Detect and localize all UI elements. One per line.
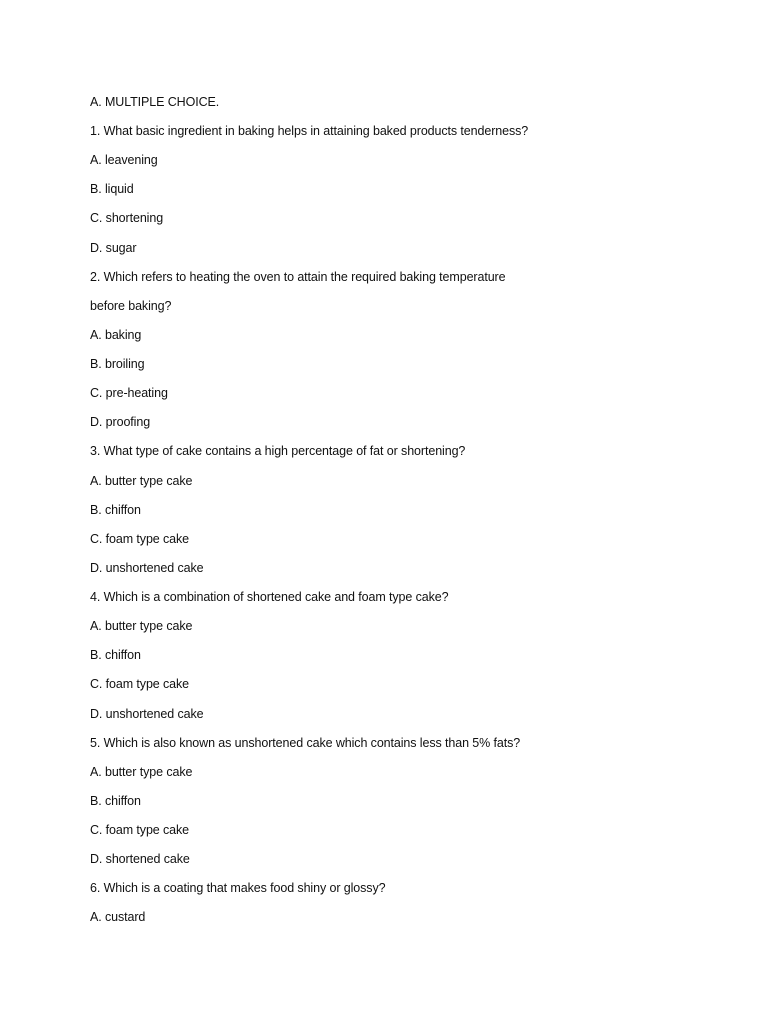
question-5-option-c: C. foam type cake bbox=[90, 823, 190, 837]
question-1-option-b: B. liquid bbox=[90, 182, 134, 196]
question-6-option-a: A. custard bbox=[90, 910, 146, 924]
question-2-option-c: C. pre-heating bbox=[90, 386, 168, 400]
question-1-option-c: C. shortening bbox=[90, 211, 164, 225]
question-5-text: 5. Which is also known as unshortened cake which contains less than 5% fats? bbox=[90, 736, 521, 750]
question-5-option-d: D. shortened cake bbox=[90, 852, 190, 866]
question-3-option-b: B. chiffon bbox=[90, 503, 141, 517]
question-6-text: 6. Which is a coating that makes food shiny or glossy? bbox=[90, 881, 386, 895]
question-4-option-a: A. butter type cake bbox=[90, 619, 193, 633]
question-4-option-d: D. unshortened cake bbox=[90, 707, 204, 721]
question-2-option-b: B. broiling bbox=[90, 357, 145, 371]
question-1-text: 1. What basic ingredient in baking helps in attaining baked products tenderness? bbox=[90, 124, 529, 138]
question-3-text: 3. What type of cake contains a high percentage of fat or shortening? bbox=[90, 444, 466, 458]
question-2-option-a: A. baking bbox=[90, 328, 142, 342]
question-3-option-a: A. butter type cake bbox=[90, 474, 193, 488]
question-4-option-b: B. chiffon bbox=[90, 648, 141, 662]
section-heading: A. MULTIPLE CHOICE. bbox=[90, 95, 220, 109]
question-2-text-line1: 2. Which refers to heating the oven to attain the required baking temperature bbox=[90, 270, 506, 284]
question-1-option-a: A. leavening bbox=[90, 153, 158, 167]
question-5-option-a: A. butter type cake bbox=[90, 765, 193, 779]
question-3-option-c: C. foam type cake bbox=[90, 532, 190, 546]
question-2-option-d: D. proofing bbox=[90, 415, 151, 429]
question-1-option-d: D. sugar bbox=[90, 241, 137, 255]
question-3-option-d: D. unshortened cake bbox=[90, 561, 204, 575]
question-2-text-line2: before baking? bbox=[90, 299, 172, 313]
question-5-option-b: B. chiffon bbox=[90, 794, 141, 808]
question-4-text: 4. Which is a combination of shortened cake and foam type cake? bbox=[90, 590, 449, 604]
question-4-option-c: C. foam type cake bbox=[90, 677, 190, 691]
